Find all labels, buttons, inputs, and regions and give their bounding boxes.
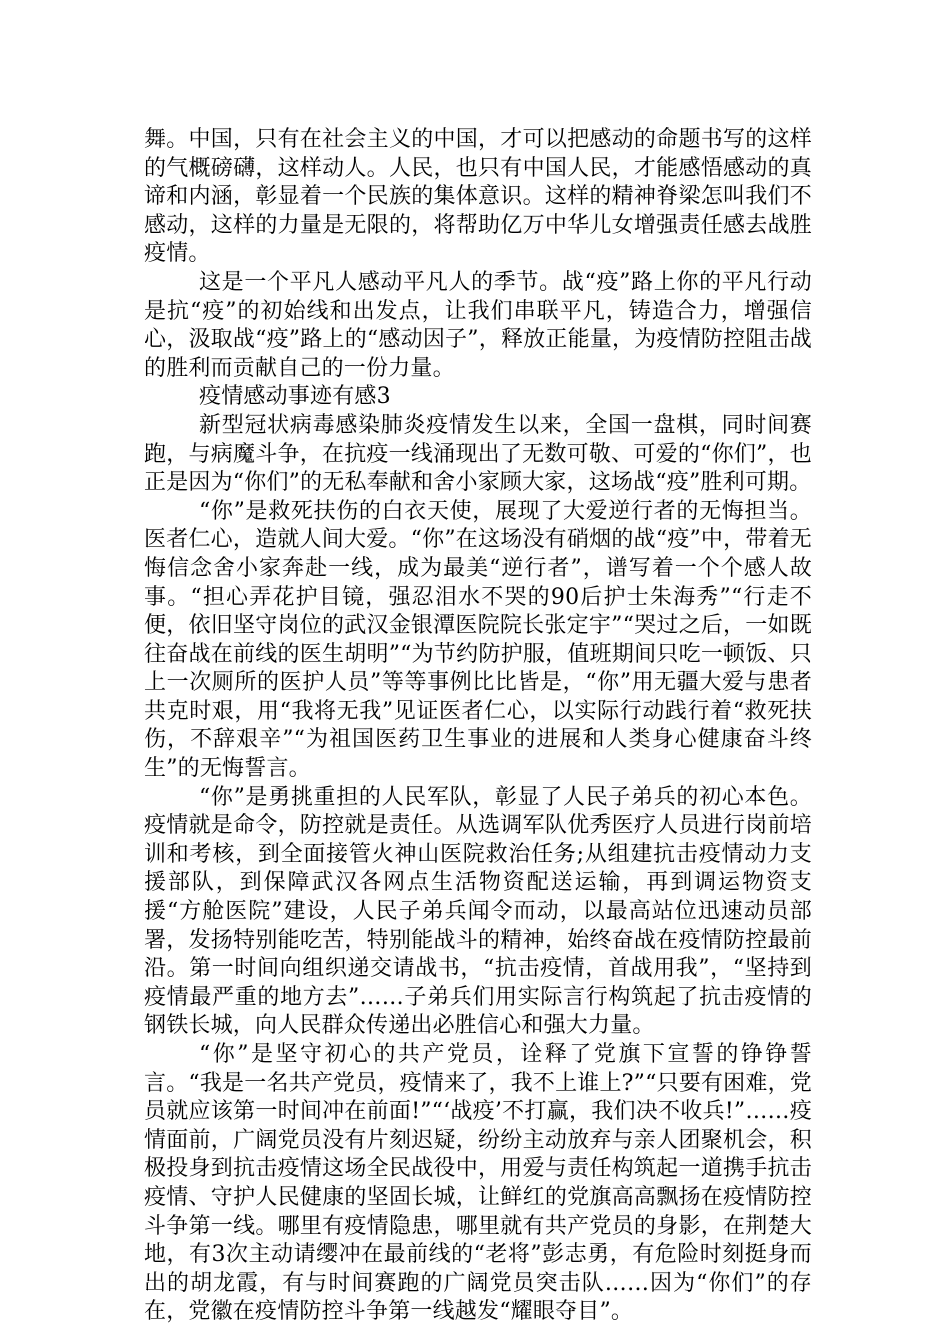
body-text: [144, 126, 812, 1327]
paragraph-ordinary-people: 这是一个平凡人感动平凡人的季节。战“疫”路上你的平凡行动是抗“疫”的初始线和出发点，让我们串联平凡，铸造合力，增强信心，汲取战“疫”路上的“感动因子”，释放正能量，为疫情防控阻击战的胜利而贡献自己的一份力量。: [144, 269, 812, 381]
section-heading: 疫情感动事迹有感3: [199, 384, 391, 410]
paragraph-army: “你”是勇挑重担的人民军队，彰显了人民子弟兵的初心本色。疫情就是命令，防控就是责任。从选调军队优秀医疗人员进行岗前培训和考核，到全面接管火神山医院救治任务;从组建抗击疫情动力支援部队，到保障武汉各网点生活物资配送运输，再到调运物资支援“方舱医院”建设，人民子弟兵闻令而动，以最高站位迅速动员部署，发扬特别能吃苦，特别能战斗的精神，始终奋战在疫情防控最前沿。第一时间向组织递交请战书，“抗击疫情，首战用我”，“坚持到疫情最严重的地方去”……子弟兵们用实际言行构筑起了抗击疫情的钢铁长城，向人民群众传递出必胜信心和强大力量。: [144, 784, 812, 1039]
paragraph-medical-staff: “你”是救死扶伤的白衣天使，展现了大爱逆行者的无悔担当。医者仁心，造就人间大爱。“你”在这场没有硝烟的战“疫”中，带着无悔信念舍小家奔赴一线，成为最美“逆行者”，谱写着一个个感人故事。“担心弄花护目镜，强忍泪水不哭的90后护士朱海秀”“行走不便，依旧坚守岗位的武汉金银潭医院院长张定宇”“哭过之后，一如既往奋战在前线的医生胡明”“为节约防护服，值班期间只吃一顿饭、只上一次厕所的医护人员”等等事例比比皆是，“你”用无疆大爱与患者共克时艰，用“我将无我”见证医者仁心，以实际行动践行着“救死扶伤，不辞艰辛”“为祖国医药卫生事业的进展和人类身心健康奋斗终生”的无悔誓言。: [144, 498, 812, 782]
paragraph-intro: 新型冠状病毒感染肺炎疫情发生以来，全国一盘棋，同时间赛跑，与病魔斗争，在抗疫一线涌现出了无数可敬、可爱的“你们”，也正是因为“你们”的无私奉献和舍小家顾大家，这场战“疫”胜利可期。: [144, 412, 812, 496]
paragraph-continued: 舞。中国，只有在社会主义的中国，才可以把感动的命题书写的这样的气概磅礴，这样动人。人民，也只有中国人民，才能感悟感动的真谛和内涵，彰显着一个民族的集体意识。这样的精神脊梁怎叫我们不感动，这样的力量是无限的，将帮助亿万中华儿女增强责任感去战胜疫情。: [144, 127, 812, 267]
paragraph-party-members: “你”是坚守初心的共产党员，诠释了党旗下宣誓的铮铮誓言。“我是一名共产党员，疫情来了，我不上谁上?”“只要有困难，党员就应该第一时间冲在前面!”“‘战疫’不打赢，我们决不收兵!”……疫情面前，广阔党员没有片刻迟疑，纷纷主动放弃与亲人团聚机会，积极投身到抗击疫情这场全民战役中，用爱与责任构筑起一道携手抗击疫情、守护人民健康的坚固长城，让鲜红的党旗高高飘扬在疫情防控斗争第一线。哪里有疫情隐患，哪里就有共产党员的身影，在荆楚大地，有3次主动请缨冲在最前线的“老将”彭志勇，有危险时刻挺身而出的胡龙霞，有与时间赛跑的广阔党员突击队……因为“你们”的存在，党徽在疫情防控斗争第一线越发“耀眼夺目”。: [144, 1042, 812, 1325]
